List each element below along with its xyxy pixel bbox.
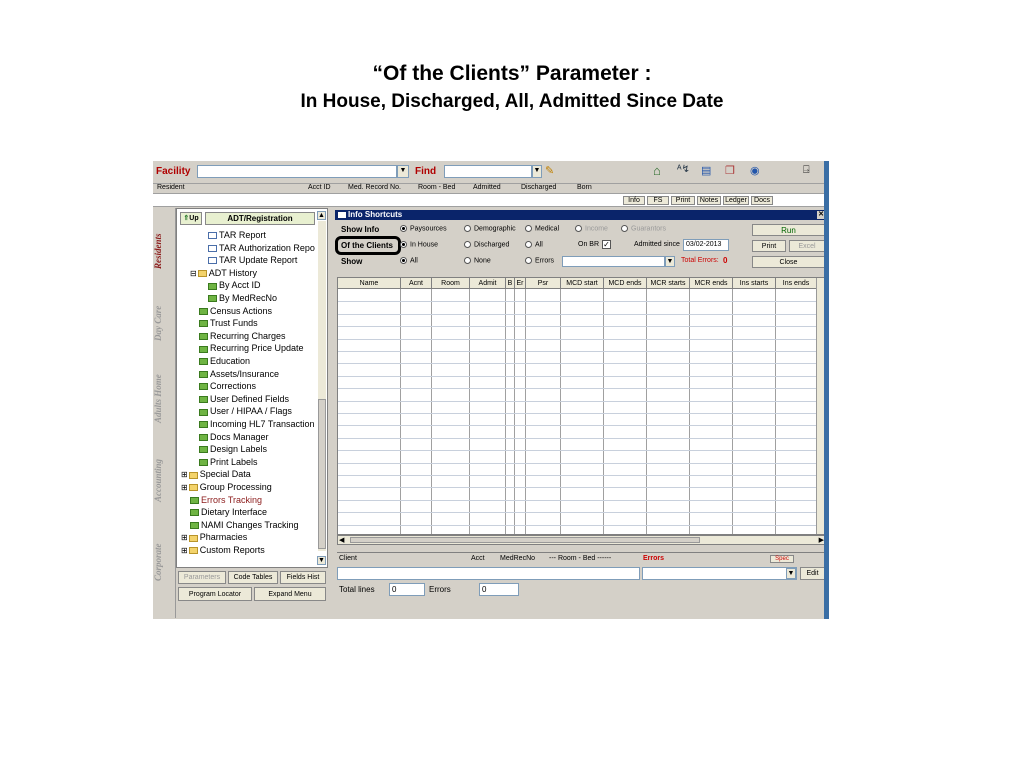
tree-item[interactable] [190, 519, 299, 531]
facility-select[interactable] [197, 165, 397, 178]
tree-scroll-thumb[interactable] [318, 399, 326, 549]
ledger-button[interactable]: Ledger [723, 196, 749, 205]
info-shortcuts-titlebar [335, 210, 827, 220]
code-tables-button[interactable]: Code Tables [228, 571, 278, 584]
tree-item-label: Design Labels [210, 444, 268, 455]
tree-item[interactable] [199, 305, 272, 317]
row-divider [338, 339, 825, 340]
radio-income[interactable]: Income [575, 225, 608, 232]
window-icon[interactable]: ❐ [725, 165, 735, 177]
tree-item-label: Errors Tracking [201, 494, 263, 505]
total-errors-label: Total Errors: [681, 257, 719, 264]
tree-item-label: Custom Reports [199, 545, 265, 555]
tree-item[interactable] [208, 229, 266, 241]
tree-item[interactable] [199, 380, 256, 392]
resident-header-room-bed: Room - Bed [418, 184, 456, 191]
tree-item-label: Group Processing [199, 482, 272, 492]
exit-icon[interactable]: ⍈ [803, 164, 810, 176]
tree-item-label: Print Labels [210, 456, 258, 467]
tree-item[interactable] [181, 531, 247, 543]
screen-icon [199, 459, 208, 466]
radio-show-none[interactable]: None [464, 257, 491, 264]
folder-icon [189, 484, 198, 491]
tree-item[interactable] [190, 506, 267, 518]
status-medrecno-label: MedRecNo [500, 555, 536, 562]
screen-icon [199, 396, 208, 403]
total-lines-value: 0 [389, 583, 425, 596]
of-the-clients-label: Of the Clients [341, 241, 394, 250]
column-header[interactable]: Ins ends [776, 278, 817, 289]
up-button[interactable] [180, 212, 202, 225]
tree-item-label: NAMI Changes Tracking [201, 519, 299, 530]
fields-hist-button[interactable]: Fields Hist [280, 571, 326, 584]
spec-button[interactable]: Spec [770, 555, 794, 563]
tree-item[interactable] [199, 342, 304, 354]
tree-item-label: Education [210, 356, 251, 366]
resident-header-discharged: Discharged [521, 184, 557, 191]
tree-item[interactable] [190, 267, 257, 279]
close-button[interactable]: Close [752, 256, 825, 268]
tree-item-label: User / HIPAA / Flags [210, 406, 292, 417]
column-header[interactable]: Psr [526, 278, 561, 289]
column-header[interactable]: Admit [470, 278, 506, 289]
tree-scroll-down-button[interactable]: ▼ [318, 557, 325, 564]
expand-icon[interactable]: ⊞ [181, 470, 188, 480]
tree-item-label: Docs Manager [210, 431, 269, 442]
total-lines-label: Total lines [339, 585, 375, 594]
help-icon[interactable]: ◉ [750, 165, 760, 177]
document-icon[interactable]: ▤ [701, 165, 712, 177]
on-br-checkbox[interactable]: ✓ [603, 240, 610, 249]
pencil-icon[interactable]: ✎ [545, 165, 555, 177]
errors-filter-select[interactable] [562, 256, 665, 267]
tree-item[interactable] [199, 456, 258, 468]
screen-icon [190, 522, 199, 529]
grid-horizontal-scrollbar[interactable] [337, 535, 826, 545]
tab-day-care[interactable]: Day Care [153, 305, 163, 341]
column-header[interactable]: Er [515, 278, 526, 289]
screen-icon [199, 308, 208, 315]
screen-icon [199, 409, 208, 416]
collapse-icon[interactable]: ⊟ [190, 268, 197, 278]
screen-icon [199, 320, 208, 327]
row-divider [338, 376, 825, 377]
radio-in-house[interactable]: In House [400, 241, 438, 248]
screen-icon [199, 383, 208, 390]
row-divider [338, 438, 825, 439]
document-icon [208, 257, 217, 264]
radio-discharged[interactable]: Discharged [464, 241, 509, 248]
tree-item-label: Recurring Charges [210, 330, 286, 341]
tree-item[interactable] [199, 393, 289, 405]
facility-dropdown-button[interactable]: ▼ [397, 165, 409, 178]
tree-item-label: Dietary Interface [201, 507, 268, 518]
docs-button[interactable]: Docs [751, 196, 773, 205]
tree-item-label: Pharmacies [199, 532, 248, 543]
resident-header-med-record: Med. Record No. [348, 184, 401, 191]
column-header[interactable]: Name [338, 278, 401, 289]
up-arrow-icon: ⇑ [183, 215, 190, 222]
show-info-label: Show Info [341, 225, 380, 234]
column-header[interactable]: MCD start [561, 278, 604, 289]
find-input[interactable] [444, 165, 532, 178]
row-divider [338, 388, 825, 389]
document-icon [208, 245, 217, 252]
tree-item[interactable] [208, 279, 261, 291]
row-divider [338, 301, 825, 302]
up-button-label: Up [189, 215, 199, 222]
row-divider [338, 363, 825, 364]
status-room-bed-label: --- Room - Bed ------ [549, 555, 612, 562]
row-divider [338, 401, 825, 402]
screen-icon [199, 421, 208, 428]
scroll-left-icon[interactable]: ◀ [339, 537, 345, 544]
client-status-bar [337, 552, 826, 565]
tree-item-label: By MedRecNo [219, 293, 278, 303]
tree-item[interactable] [199, 431, 269, 443]
tree-item[interactable] [199, 418, 315, 430]
tree-item[interactable] [208, 242, 315, 254]
resident-header-acct-id: Acct ID [308, 184, 331, 191]
row-divider [338, 314, 825, 315]
tree-item-label: Corrections [210, 381, 257, 392]
tree-item[interactable] [190, 494, 262, 506]
print-top-button[interactable]: Print [671, 196, 695, 205]
total-errors-value: 0 [723, 256, 728, 265]
tree-item-label: Trust Funds [210, 318, 258, 329]
close-icon[interactable]: ✕ [818, 211, 824, 218]
run-button[interactable]: Run [752, 224, 825, 236]
tree-item-label: Assets/Insurance [210, 368, 280, 379]
home-icon[interactable]: ⌂ [653, 163, 661, 178]
expand-icon[interactable]: ⊞ [181, 533, 188, 543]
radio-show-all[interactable]: All [400, 257, 418, 264]
expand-menu-button[interactable]: Expand Menu [254, 587, 326, 601]
error-select-dropdown-button[interactable]: ▼ [787, 570, 795, 577]
tab-residents[interactable]: Residents [153, 233, 163, 269]
resident-header-resident: Resident [157, 184, 185, 191]
results-grid[interactable] [337, 277, 826, 535]
window-icon [338, 212, 346, 218]
status-errors-label: Errors [643, 555, 665, 562]
column-header[interactable]: Acnt [401, 278, 432, 289]
tree-item-label: Special Data [199, 469, 251, 480]
tree-item[interactable] [199, 317, 258, 329]
column-header[interactable]: B [506, 278, 515, 289]
find-label: Find [415, 166, 437, 177]
document-icon [208, 232, 217, 239]
expand-icon[interactable]: ⊞ [181, 483, 188, 492]
row-divider [338, 463, 825, 464]
tree-item-label: ADT History [208, 267, 258, 278]
screen-icon [190, 509, 199, 516]
column-header[interactable]: MCR starts [647, 278, 690, 289]
tree-item[interactable] [199, 368, 279, 380]
find-dropdown-button[interactable]: ▼ [532, 165, 542, 178]
row-divider [338, 351, 825, 352]
radio-medical[interactable]: Medical [525, 225, 559, 232]
resident-header-admitted: Admitted [473, 184, 501, 191]
column-header[interactable]: Ins starts [733, 278, 776, 289]
tree-item[interactable] [181, 544, 265, 556]
radio-all-clients[interactable]: All [525, 241, 543, 248]
screen-icon [190, 497, 199, 504]
tree-item[interactable] [208, 254, 297, 266]
program-locator-button[interactable]: Program Locator [178, 587, 252, 601]
radio-demographic[interactable]: Demographic [464, 225, 516, 232]
resident-header [153, 183, 829, 194]
tree-scroll-up-button[interactable]: ▲ [318, 212, 325, 219]
tree-item[interactable] [199, 355, 250, 367]
fs-button[interactable]: FS [647, 196, 669, 205]
error-select[interactable] [642, 567, 797, 580]
screen-icon [199, 446, 208, 453]
folder-icon [198, 270, 207, 277]
tree-panel [176, 208, 328, 568]
slide-title: “Of the Clients” Parameter : [372, 62, 652, 85]
row-divider [338, 487, 825, 488]
screen-icon [199, 358, 208, 365]
top-button-bar [623, 196, 773, 205]
tree-item-label: TAR Update Report [219, 255, 298, 266]
errors-count-label: Errors [429, 585, 451, 594]
tree-item-label: Recurring Price Update [210, 343, 304, 354]
grid-scroll-thumb[interactable] [350, 537, 700, 543]
error-text-field[interactable] [337, 567, 640, 580]
tree-item-label: TAR Authorization Repo [219, 242, 315, 253]
tab-corporate[interactable]: Corporate [153, 543, 163, 581]
row-divider [338, 475, 825, 476]
slide-subtitle: In House, Discharged, All, Admitted Since Date [300, 91, 724, 112]
folder-icon [189, 535, 198, 542]
excel-button[interactable]: Excel [789, 240, 825, 252]
status-acct-label: Acct [471, 555, 485, 562]
screen-icon [199, 434, 208, 441]
info-shortcuts-title: Info Shortcuts [348, 210, 403, 219]
facility-label: Facility [156, 166, 191, 177]
column-header[interactable]: MCR ends [690, 278, 733, 289]
status-client-label: Client [339, 555, 357, 562]
screen-icon [208, 295, 217, 302]
row-divider [338, 425, 825, 426]
row-divider [338, 326, 825, 327]
tree-item[interactable] [199, 443, 267, 455]
tree-item[interactable] [199, 405, 292, 417]
on-br-label: On BR [578, 241, 600, 248]
resident-header-born: Born [577, 184, 592, 191]
parameters-button[interactable]: Parameters [178, 571, 226, 584]
expand-icon[interactable]: ⊞ [181, 546, 188, 555]
edit-button[interactable]: Edit [800, 567, 825, 580]
row-divider [338, 525, 825, 526]
column-header[interactable]: Room [432, 278, 470, 289]
scroll-right-icon[interactable]: ▶ [818, 537, 824, 544]
sort-icon[interactable]: ᴬ↯ [677, 164, 690, 175]
notes-button[interactable]: Notes [697, 196, 721, 205]
column-header[interactable]: MCD ends [604, 278, 647, 289]
row-divider [338, 450, 825, 451]
row-divider [338, 413, 825, 414]
tree-item-label: Census Actions [210, 305, 273, 316]
tree-item[interactable] [181, 468, 251, 480]
screen-icon [199, 333, 208, 340]
tree-item[interactable] [199, 330, 286, 342]
tree-item[interactable] [208, 292, 277, 304]
folder-icon [189, 472, 198, 479]
tree-item-label: By Acct ID [219, 280, 261, 291]
window-edge [824, 161, 829, 619]
tab-accounting[interactable]: Accounting [153, 458, 163, 502]
tree-item-label: User Defined Fields [210, 393, 290, 404]
tree-header: ADT/Registration [205, 212, 315, 225]
admitted-since-input[interactable]: 03/02-2013 [683, 239, 729, 251]
row-divider [338, 500, 825, 501]
errors-count-value: 0 [479, 583, 519, 596]
radio-show-errors[interactable]: Errors [525, 257, 554, 264]
app-screenshot [153, 161, 829, 619]
screen-icon [199, 346, 208, 353]
tab-adults-home[interactable]: Adults Home [153, 374, 163, 424]
radio-guarantors[interactable]: Guarantors [621, 225, 666, 232]
tree-item[interactable] [181, 481, 272, 493]
show-label: Show [341, 257, 363, 266]
folder-icon [189, 547, 198, 554]
info-button[interactable]: Info [623, 196, 645, 205]
tree-item-label: Incoming HL7 Transaction [210, 419, 315, 429]
screen-icon [199, 371, 208, 378]
row-divider [338, 512, 825, 513]
side-tabs [153, 208, 176, 618]
screen-icon [208, 283, 217, 290]
errors-filter-dropdown-button[interactable]: ▼ [666, 258, 674, 265]
tree-item-label: TAR Report [219, 230, 266, 240]
admitted-since-label: Admitted since [634, 241, 680, 248]
print-button[interactable]: Print [752, 240, 786, 252]
radio-paysources[interactable]: Paysources [400, 225, 447, 232]
